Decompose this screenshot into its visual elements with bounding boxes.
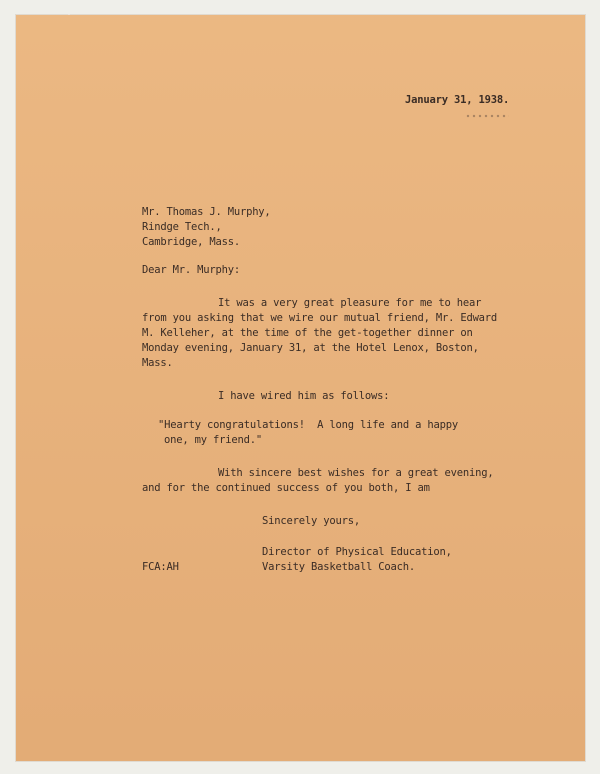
- paragraph1-line4: Monday evening, January 31, at the Hotel Lenox, Boston,: [142, 342, 479, 354]
- paragraph1-line5: Mass.: [142, 357, 173, 369]
- paragraph1-line1: It was a very great pleasure for me to hear: [218, 297, 482, 309]
- paragraph3-line2: and for the continued success of you both, I am: [142, 482, 430, 494]
- letter-sheet: [16, 15, 585, 761]
- recipient-name: Mr. Thomas J. Murphy,: [142, 206, 271, 218]
- signature-title2: Varsity Basketball Coach.: [262, 561, 416, 573]
- paragraph1-line2: from you asking that we wire our mutual friend, Mr. Edward: [142, 312, 498, 324]
- letter-date: January 31, 1938.: [405, 94, 510, 106]
- salutation: Dear Mr. Murphy:: [142, 264, 240, 276]
- recipient-city: Cambridge, Mass.: [142, 236, 240, 248]
- typist-initials: FCA:AH: [142, 561, 179, 573]
- closing: Sincerely yours,: [262, 515, 360, 527]
- signature-title1: Director of Physical Education,: [262, 546, 452, 558]
- dotted-marks: [465, 113, 509, 119]
- paragraph1-line3: M. Kelleher, at the time of the get-together dinner on: [142, 327, 473, 339]
- telegram-line1: "Hearty congratulations! A long life and a happy: [158, 419, 458, 431]
- paragraph3-line1: With sincere best wishes for a great evening,: [218, 467, 494, 479]
- telegram-line2: one, my friend.": [164, 434, 262, 446]
- paragraph2: I have wired him as follows:: [218, 390, 390, 402]
- recipient-school: Rindge Tech.,: [142, 221, 222, 233]
